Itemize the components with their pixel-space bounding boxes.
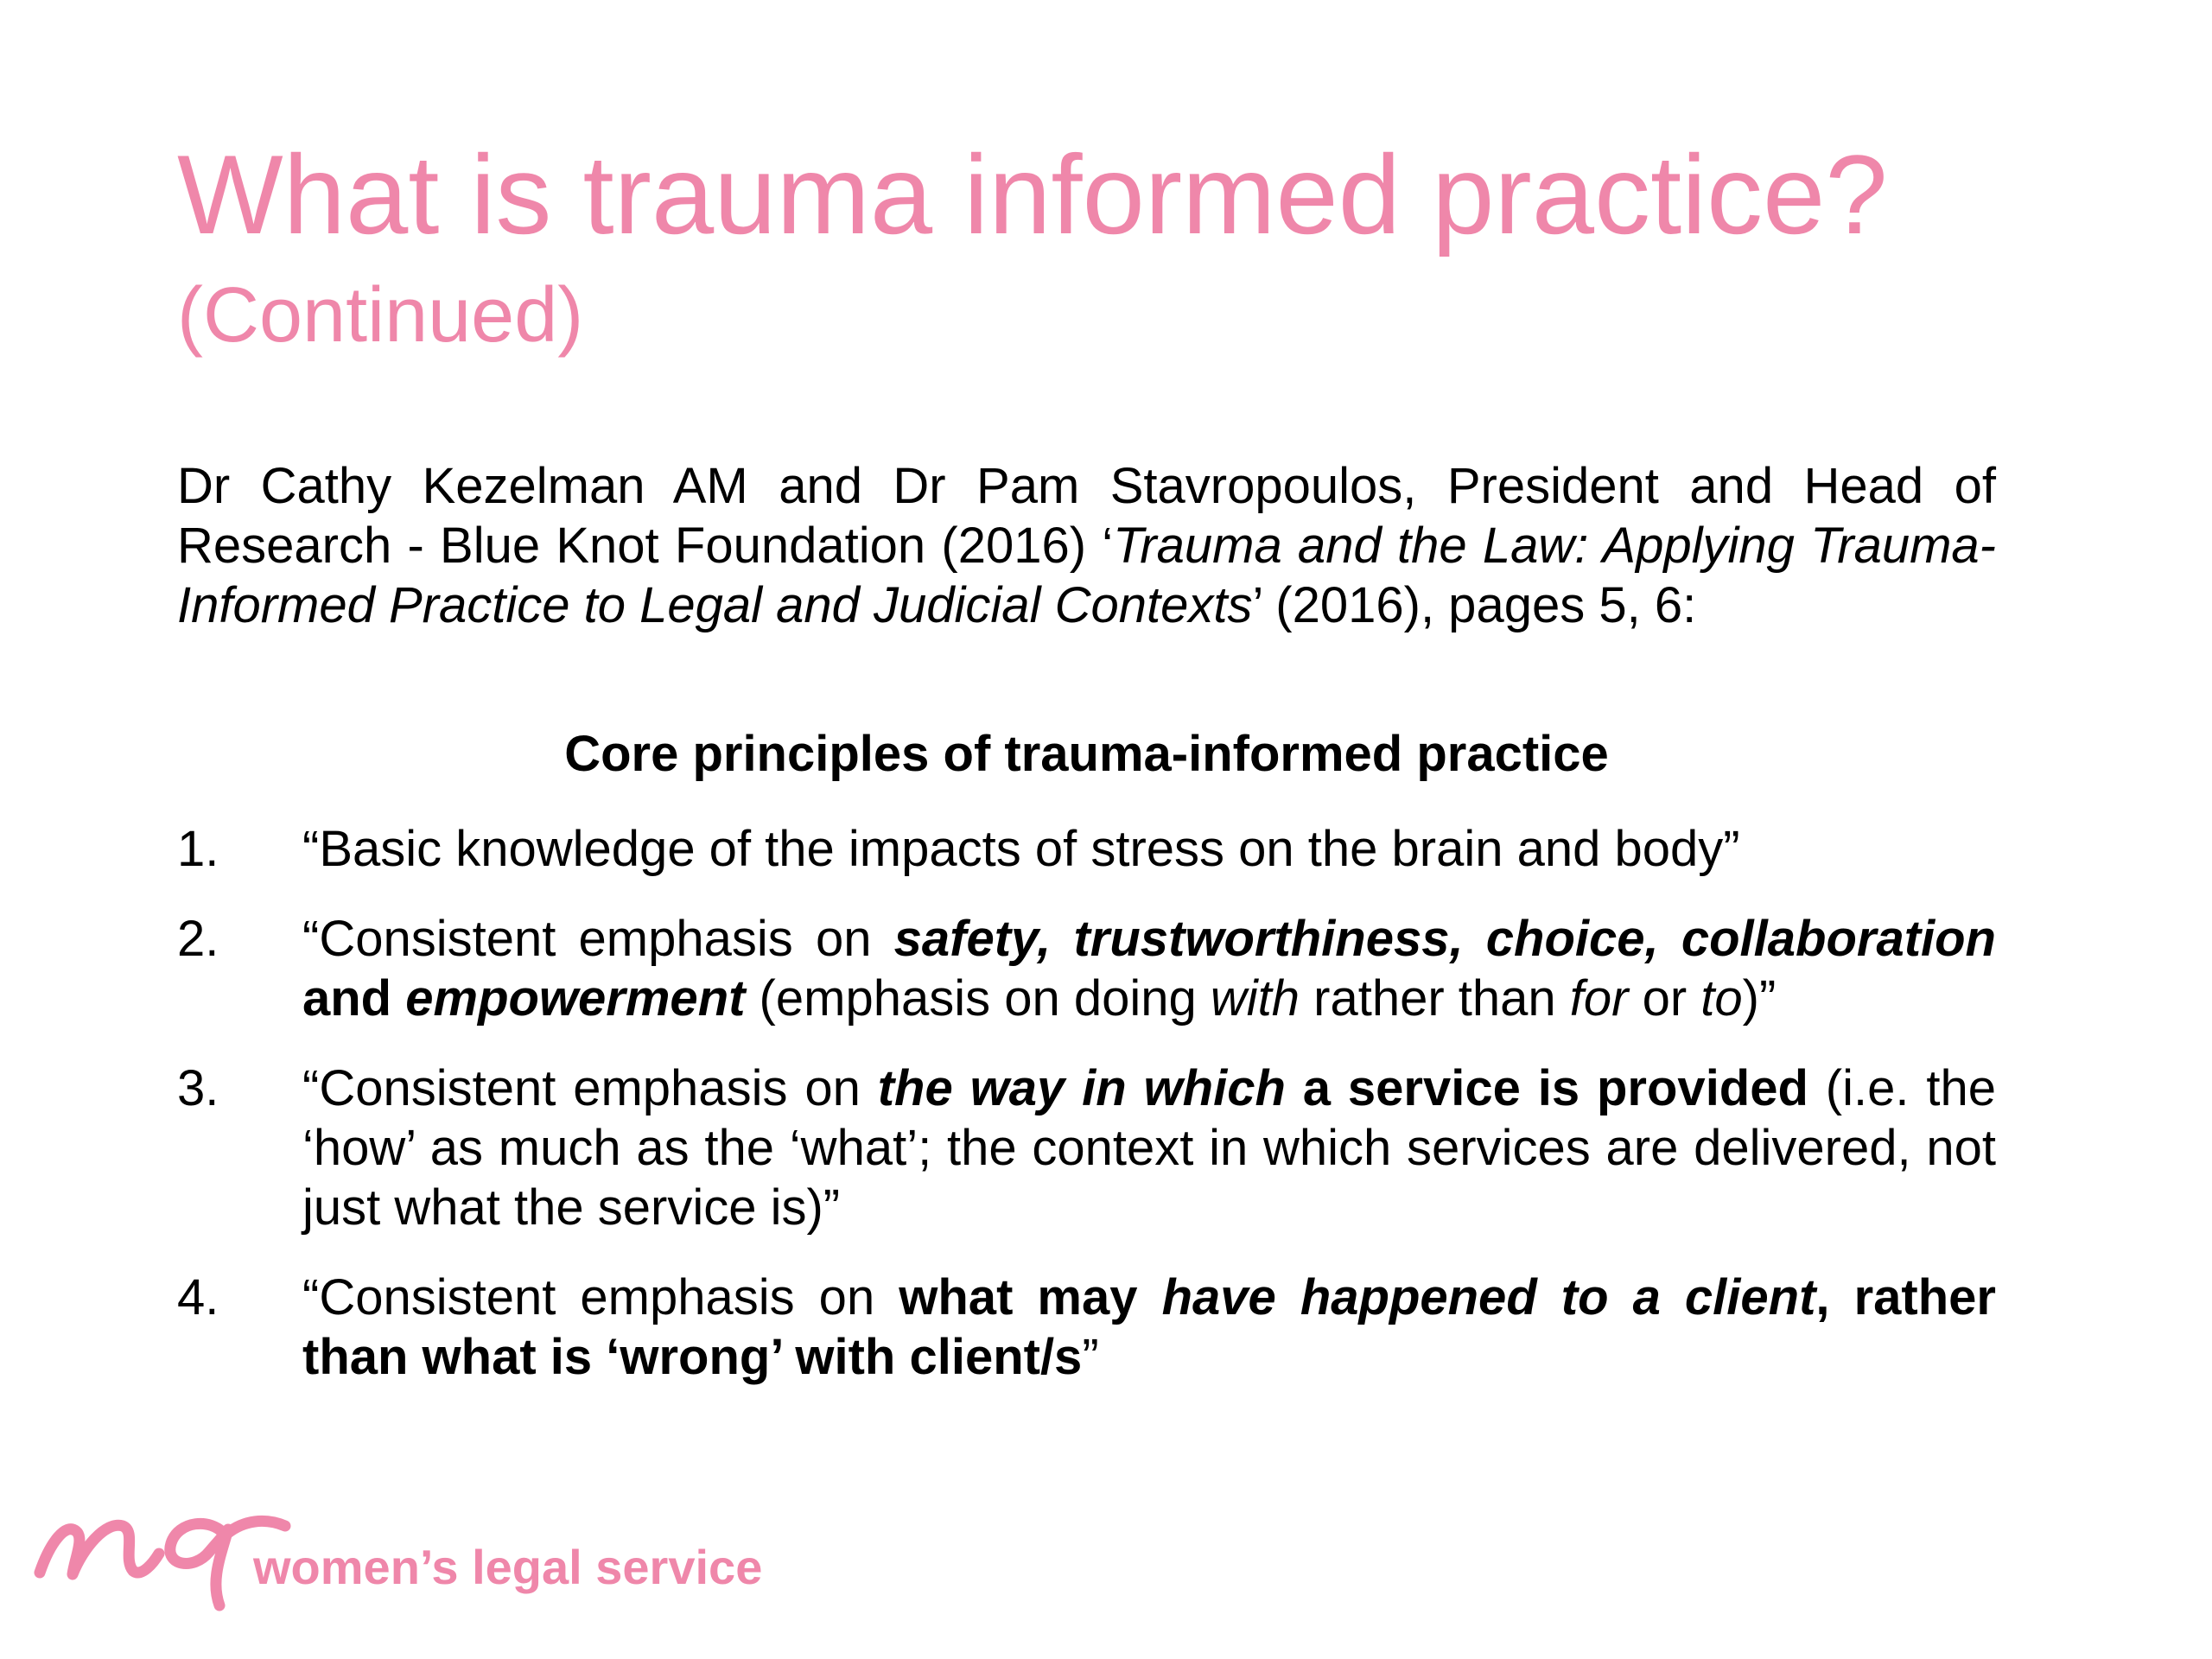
list-item-number: 2. <box>177 911 219 967</box>
emphasis-run: the way in which <box>877 1060 1286 1116</box>
list-item-number: 4. <box>177 1269 219 1325</box>
text-run: or <box>1628 970 1701 1027</box>
emphasis-run: have happened to a client <box>1161 1269 1816 1325</box>
emphasis-run: , rather than what is ‘wrong’ with client/s <box>302 1269 1996 1385</box>
principles-heading: Core principles of trauma-informed practice <box>564 726 1609 782</box>
emphasis-run: and <box>302 970 406 1027</box>
text-run: rather than <box>1300 970 1570 1027</box>
principles-list <box>177 819 1996 1387</box>
text-run: “Consistent emphasis on <box>302 1060 878 1116</box>
organisation-name: women’s legal service <box>253 1540 763 1594</box>
list-item-text: “Basic knowledge of the impacts of stress on the brain and body” <box>302 821 1740 877</box>
text-run: “Consistent emphasis on <box>302 1269 899 1325</box>
list-item <box>177 909 1996 1028</box>
citation-tail: ’ (2016), pages 5, 6: <box>1252 577 1697 633</box>
list-item <box>177 819 1996 879</box>
organisation-logo <box>33 1469 880 1616</box>
italic-run: to <box>1700 970 1743 1027</box>
emphasis-run: a service is provided <box>1285 1060 1808 1116</box>
slide-subtitle: (Continued) <box>177 272 584 359</box>
list-item <box>177 1268 1996 1387</box>
emphasis-run: what may <box>899 1269 1162 1325</box>
list-item-text <box>302 911 1996 1027</box>
list-item-text <box>302 1060 1996 1236</box>
list-item-number: 1. <box>177 821 219 877</box>
text-run: ” <box>1082 1329 1099 1385</box>
citation-authors: Dr Cathy Kezelman AM and Dr Pam Stavropoulos, President and Head of Research - Blue Knot Foundation (2016) ‘ <box>177 458 1996 574</box>
citation-paragraph <box>177 456 1996 635</box>
list-item-text <box>302 1269 1996 1385</box>
text-run: )” <box>1742 970 1777 1027</box>
list-item <box>177 1058 1996 1237</box>
slide-title: What is trauma informed practice? <box>177 131 1888 257</box>
text-run: (i.e. the ‘how’ as much as the ‘what’; the context in which services are delivered, not just what the service is)” <box>302 1060 1996 1236</box>
italic-run: with <box>1210 970 1300 1027</box>
text-run: (emphasis on doing <box>745 970 1211 1027</box>
italic-run: for <box>1569 970 1629 1027</box>
list-item-number: 3. <box>177 1060 219 1116</box>
emphasis-run: safety, trustworthiness, choice, collaboration <box>893 911 1996 967</box>
citation-work-title: Trauma and the Law: Applying Trauma-Informed Practice to Legal and Judicial Contexts <box>177 518 1996 633</box>
emphasis-run: empowerment <box>405 970 746 1027</box>
text-run: “Consistent emphasis on <box>302 911 894 967</box>
